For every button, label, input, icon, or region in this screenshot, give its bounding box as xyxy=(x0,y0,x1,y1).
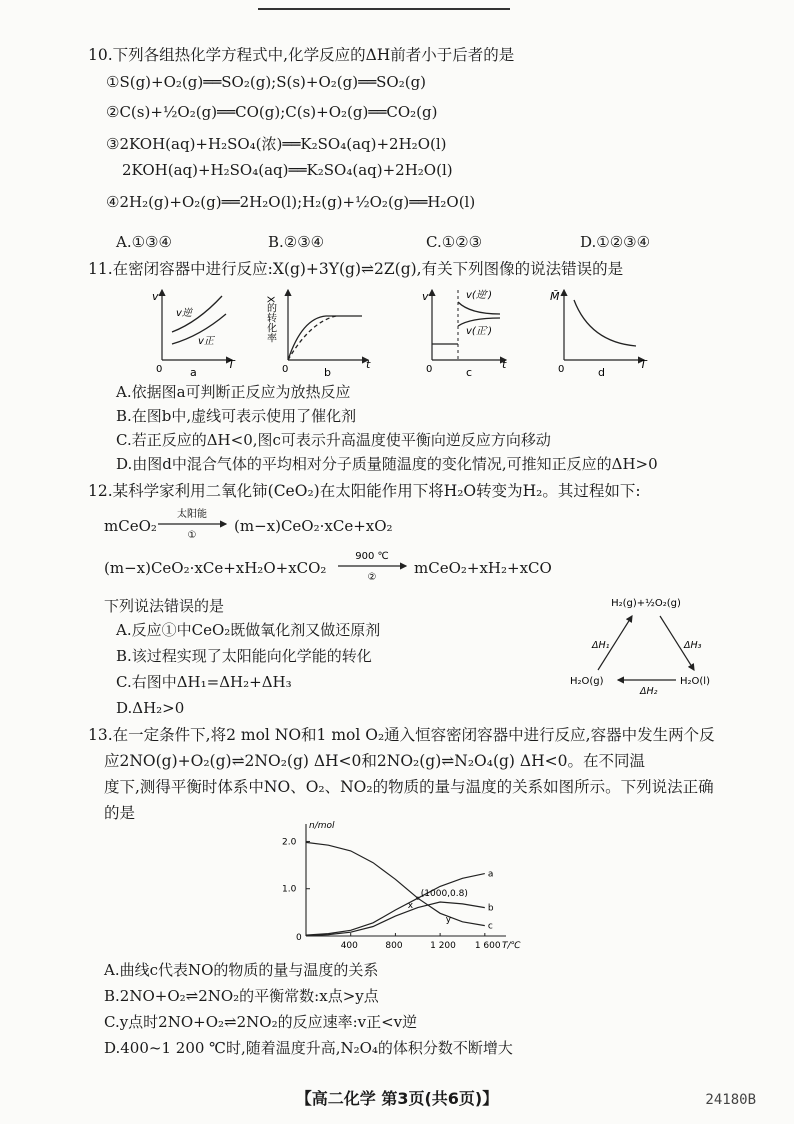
cycle-dh2: ΔH₂ xyxy=(640,686,658,697)
fig-d-ylabel: M̄ xyxy=(550,290,560,303)
page-footer: 【高二化学 第3页(共6页)】 xyxy=(295,1089,499,1108)
q13-line-3: 度下,测得平衡时体系中NO、O₂、NO₂的物质的量与温度的关系如图所示。下列说法正确 xyxy=(104,778,714,796)
fig-d-xlabel: T xyxy=(640,358,647,371)
q13-ytick-label-0: 2.0 xyxy=(282,837,297,848)
q12-option-d[interactable]: D.ΔH₂>0 xyxy=(116,699,185,717)
q13-option-c[interactable]: C.y点时2NO+O₂⇌2NO₂的反应速率:v正<v逆 xyxy=(104,1013,418,1031)
cycle-top-label: H₂(g)+½O₂(g) xyxy=(611,598,681,609)
q10-item-3a: ③2KOH(aq)+H₂SO₄(浓)══K₂SO₄(aq)+2H₂O(l) xyxy=(106,135,447,153)
q12-eq1-step: ① xyxy=(187,530,197,541)
exam-code: 24180B xyxy=(705,1092,756,1108)
fig-b-caption: b xyxy=(324,366,331,379)
fig-b-xlabel: t xyxy=(366,358,371,371)
fig-b xyxy=(265,290,372,379)
q11-figures xyxy=(140,284,660,380)
q12-eq2-arrow xyxy=(336,544,412,584)
q12-eq2-step: ② xyxy=(367,572,377,583)
fig-c-curve1: v(逆′) xyxy=(466,290,492,301)
q13-line-4: 的是 xyxy=(104,804,136,822)
q13-line-1: 13.在一定条件下,将2 mol NO和1 mol O₂通入恒容密闭容器中进行反应,容器中发生两个反 xyxy=(88,726,715,744)
q13-xtick-label-2: 1 200 xyxy=(430,941,456,951)
q11-option-b[interactable]: B.在图b中,虚线可表示使用了催化剂 xyxy=(116,407,357,425)
fig-c-curve2: v(正′) xyxy=(466,326,492,337)
q13-option-b[interactable]: B.2NO+O₂⇌2NO₂的平衡常数:x点>y点 xyxy=(104,987,379,1005)
fig-a-caption: a xyxy=(190,366,197,379)
cycle-left-label: H₂O(g) xyxy=(570,676,604,687)
q13-curve-a xyxy=(306,874,485,936)
q12-eq2-right: mCeO₂+xH₂+xCO xyxy=(414,559,552,577)
q13-option-d[interactable]: D.400~1 200 ℃时,随着温度升高,N₂O₄的体积分数不断增大 xyxy=(104,1039,513,1057)
q11-option-a[interactable]: A.依据图a可判断正反应为放热反应 xyxy=(116,383,351,401)
q11-option-d[interactable]: D.由图d中混合气体的平均相对分子质量随温度的变化情况,可推知正反应的ΔH>0 xyxy=(116,455,658,473)
cycle-dh1: ΔH₁ xyxy=(592,640,610,651)
cycle-right-label: H₂O(l) xyxy=(680,676,710,687)
q10-option-d[interactable]: D.①②③④ xyxy=(580,233,651,251)
q13-curve-c xyxy=(306,842,485,925)
q11-stem: 11.在密闭容器中进行反应:X(g)+3Y(g)⇌2Z(g),有关下列图像的说法错误的是 xyxy=(88,260,624,278)
fig-d-origin: 0 xyxy=(558,364,565,375)
q13-xtick-label-0: 400 xyxy=(340,941,358,951)
q12-option-b[interactable]: B.该过程实现了太阳能向化学能的转化 xyxy=(116,647,372,665)
fig-c-xlabel: t xyxy=(502,358,507,371)
q10-item-2: ②C(s)+½O₂(g)══CO(g);C(s)+O₂(g)══CO₂(g) xyxy=(106,103,438,121)
q13-curve-b xyxy=(306,902,485,936)
q10-option-a[interactable]: A.①③④ xyxy=(116,233,172,251)
q13-xtick-label-1: 800 xyxy=(385,941,403,951)
top-binding-mark xyxy=(258,0,510,10)
q12-eq1-arrow xyxy=(156,502,232,542)
q13-line-2: 应2NO(g)+O₂(g)⇌2NO₂(g) ΔH<0和2NO₂(g)⇌N₂O₄(g) ΔH<0。在不同温 xyxy=(104,752,645,770)
q13-point-x xyxy=(416,897,419,900)
q13-xlabel: T/℃ xyxy=(502,941,521,951)
fig-a-origin: 0 xyxy=(156,364,163,375)
fig-a-ylabel: v xyxy=(152,290,159,303)
cycle-dh3: ΔH₃ xyxy=(684,640,702,651)
q13-chart xyxy=(276,818,521,954)
q12-eq1-left: mCeO₂ xyxy=(104,517,157,535)
q13-curve-label-c: c xyxy=(487,921,493,932)
fig-d xyxy=(550,290,648,379)
q12-eq2-left: (m−x)CeO₂·xCe+xH₂O+xCO₂ xyxy=(104,559,327,577)
q12-eq1-right: (m−x)CeO₂·xCe+xO₂ xyxy=(234,517,393,535)
fig-b-origin: 0 xyxy=(282,364,289,375)
q13-point-y-label: y xyxy=(445,915,452,925)
q13-curve-label-b: b xyxy=(487,903,494,914)
q11-option-c[interactable]: C.若正反应的ΔH<0,图c可表示升高温度使平衡向逆反应方向移动 xyxy=(116,431,551,449)
q10-item-3b: 2KOH(aq)+H₂SO₄(aq)══K₂SO₄(aq)+2H₂O(l) xyxy=(122,161,453,179)
fig-b-ylabel: X的转化率 xyxy=(264,296,276,343)
q13-ylabel: n/mol xyxy=(309,821,335,831)
q13-ytick-label-1: 1.0 xyxy=(282,884,297,895)
fig-c-ylabel: v xyxy=(422,290,429,303)
q10-stem: 10.下列各组热化学方程式中,化学反应的ΔH前者小于后者的是 xyxy=(88,46,515,64)
fig-c-origin: 0 xyxy=(426,364,433,375)
q10-item-4: ④2H₂(g)+O₂(g)══2H₂O(l);H₂(g)+½O₂(g)══H₂O(l) xyxy=(106,193,476,211)
q13-curve-label-a: a xyxy=(487,869,494,880)
q10-option-b[interactable]: B.②③④ xyxy=(268,233,325,251)
q10-option-c[interactable]: C.①②③ xyxy=(426,233,483,251)
fig-a-curve1: v逆 xyxy=(176,308,192,319)
fig-c-caption: c xyxy=(466,366,473,379)
q12-sub: 下列说法错误的是 xyxy=(104,597,225,615)
q10-item-1: ①S(g)+O₂(g)══SO₂(g);S(s)+O₂(g)══SO₂(g) xyxy=(106,73,427,91)
fig-a-xlabel: T xyxy=(228,358,235,371)
fig-c xyxy=(422,289,507,379)
q13-xtick-label-3: 1 600 xyxy=(474,941,501,951)
q13-point-x-label: x xyxy=(407,901,414,912)
q12-energy-cycle xyxy=(566,590,726,696)
q12-option-c[interactable]: C.右图中ΔH₁=ΔH₂+ΔH₃ xyxy=(116,673,292,691)
q13-point-coord: (1000,0.8) xyxy=(420,889,468,900)
fig-a-curve2: v正 xyxy=(198,336,214,347)
q12-option-a[interactable]: A.反应①中CeO₂既做氧化剂又做还原剂 xyxy=(116,621,381,639)
fig-d-caption: d xyxy=(598,366,605,379)
fig-a xyxy=(152,290,236,379)
q12-eq2-condition: 900 ℃ xyxy=(355,551,389,562)
q13-origin: 0 xyxy=(296,933,302,943)
q12-stem: 12.某科学家利用二氧化铈(CeO₂)在太阳能作用下将H₂O转变为H₂。其过程如下: xyxy=(88,482,641,500)
q13-option-a[interactable]: A.曲线c代表NO的物质的量与温度的关系 xyxy=(104,961,379,979)
q12-eq1-condition: 太阳能 xyxy=(177,509,207,520)
